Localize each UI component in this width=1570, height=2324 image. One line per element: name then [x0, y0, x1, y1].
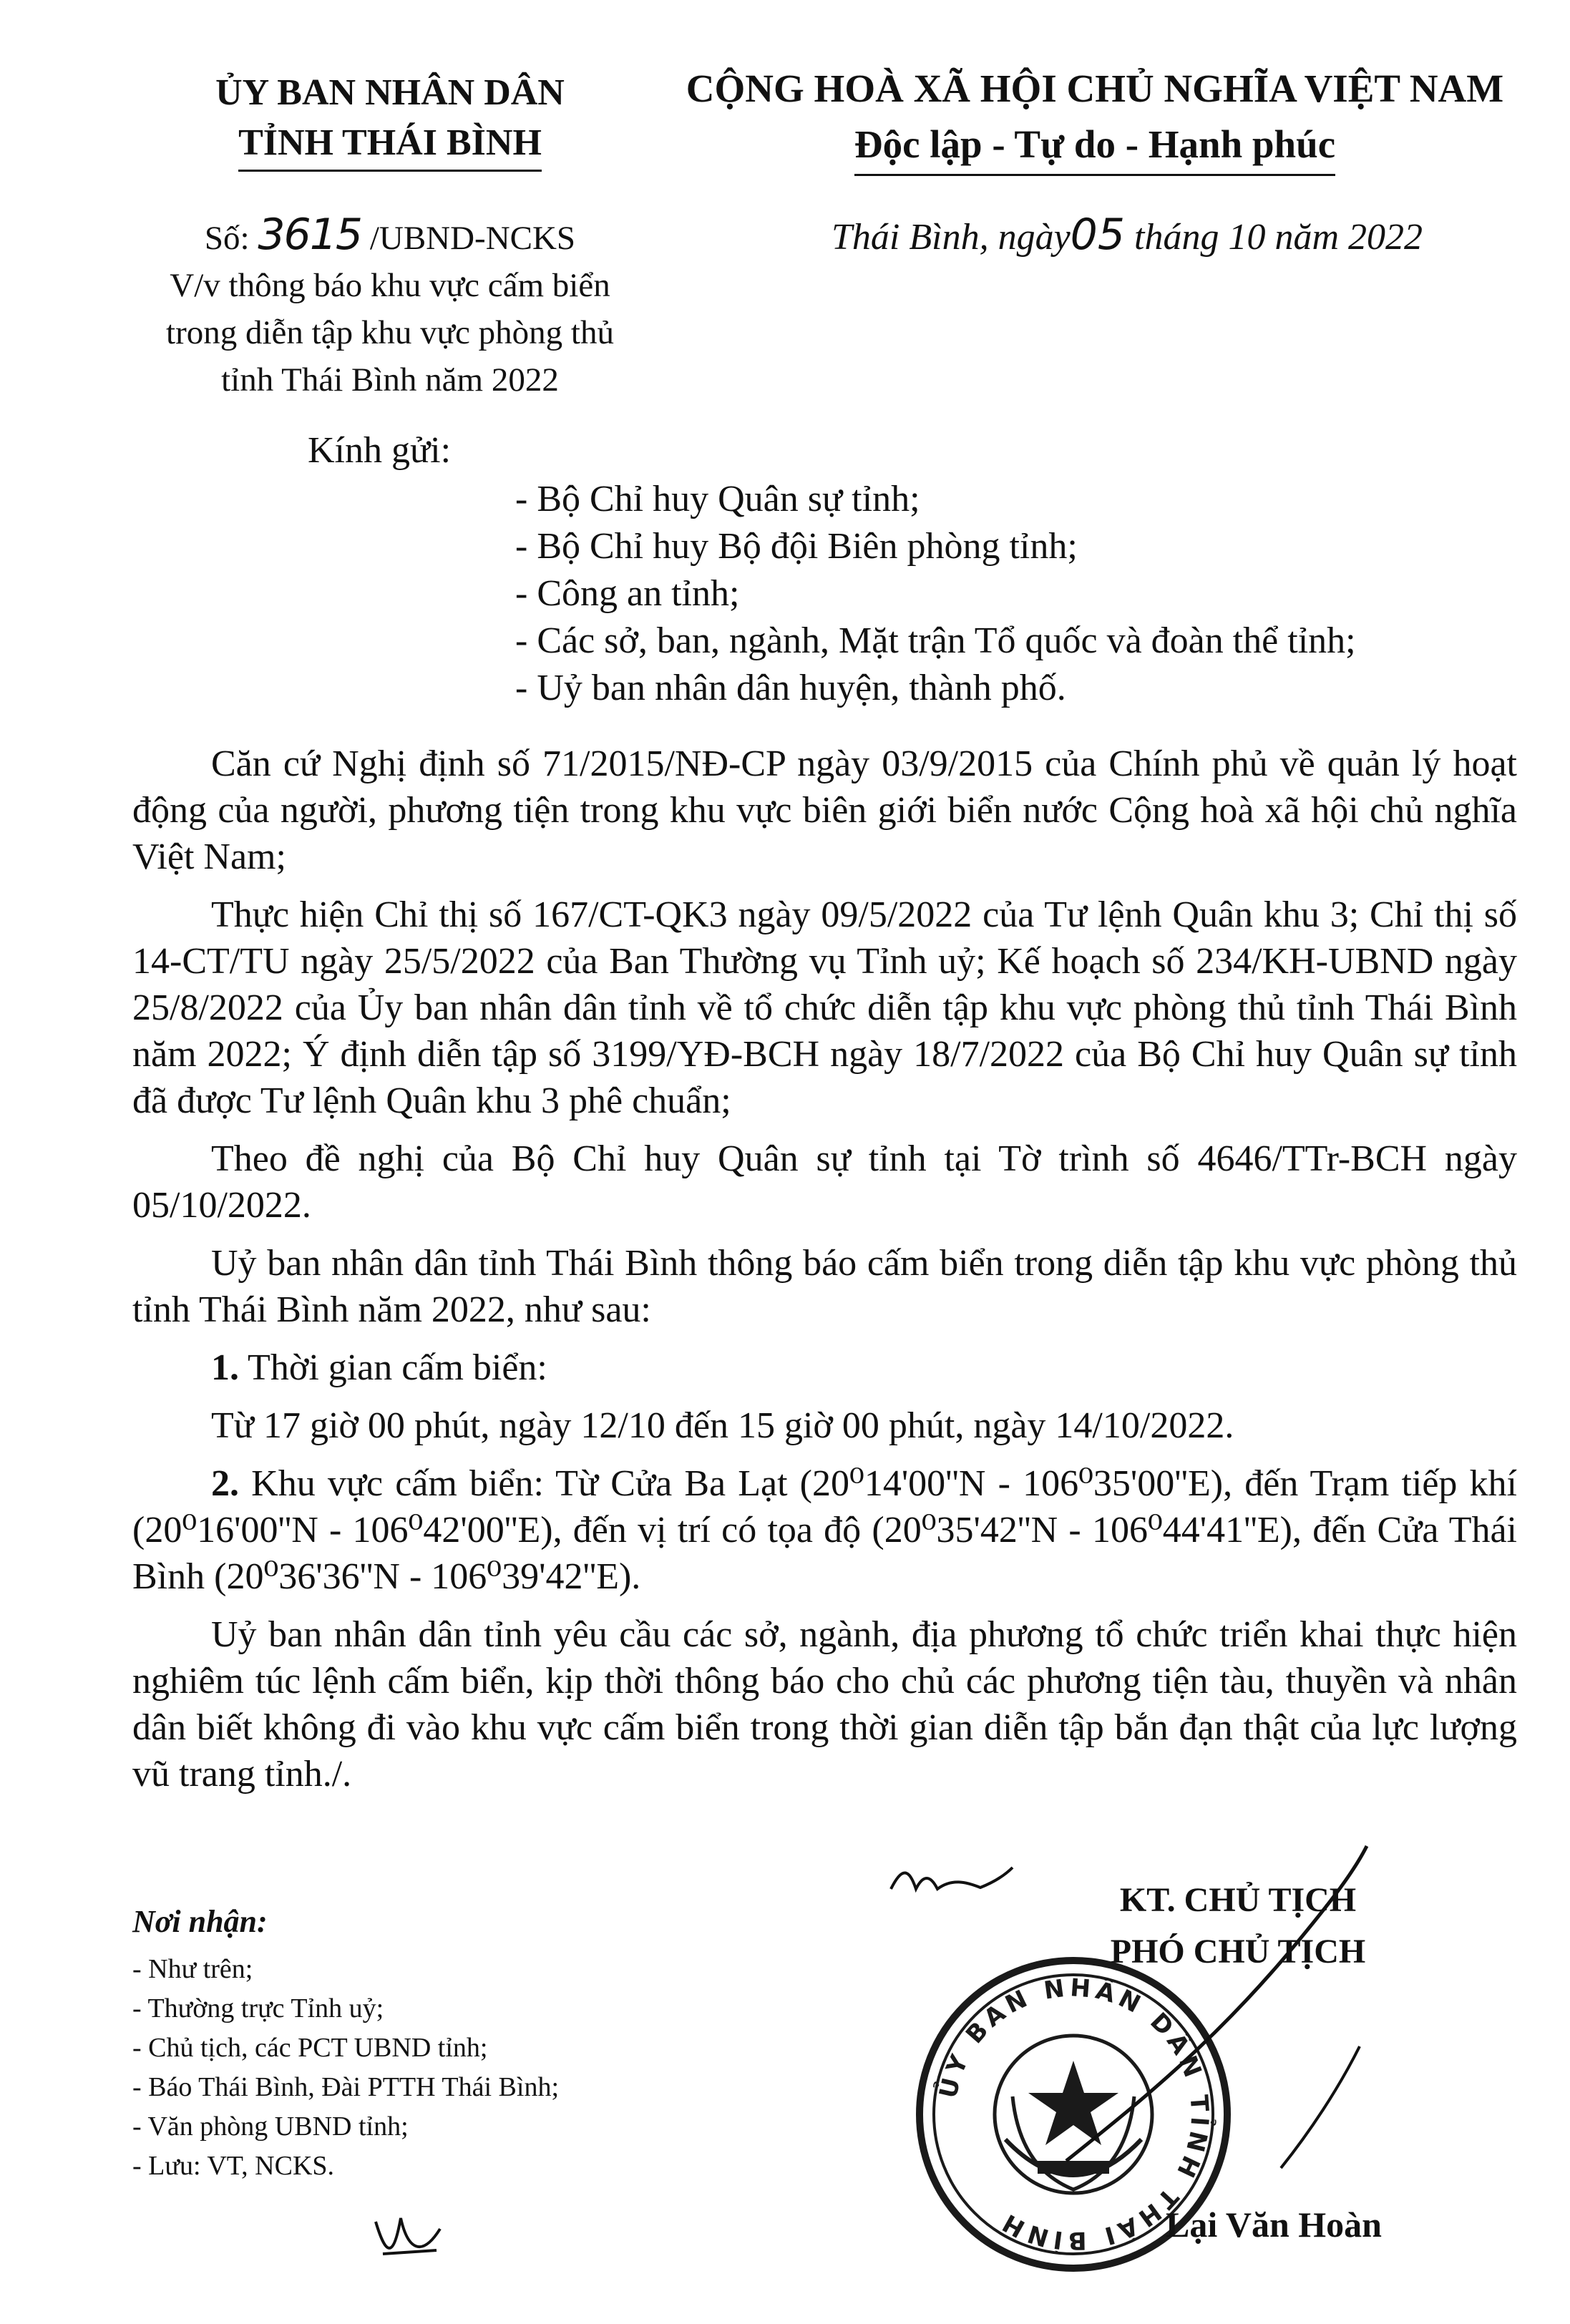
- recipient-item: - Bộ Chỉ huy Bộ đội Biên phòng tỉnh;: [515, 526, 1078, 567]
- svg-text:ỦY BAN NHÂN DÂN TỈNH THÁI BÌNH: ỦY BAN NHÂN DÂN TỈNH THÁI BÌNH: [934, 1973, 1214, 2255]
- document-body: [132, 741, 1517, 1809]
- body-paragraph: Theo đề nghị của Bộ Chỉ huy Quân sự tỉnh tại Tờ trình số 4646/TTr-BCH ngày 05/10/2022.: [132, 1138, 1517, 1226]
- subject-line-2: trong diễn tập khu vực phòng thủ: [166, 314, 614, 351]
- distribution-item: - Như trên;: [132, 1954, 253, 1984]
- signer-name: Lại Văn Hoàn: [1166, 2205, 1382, 2245]
- subject-line-3: tỉnh Thái Bình năm 2022: [221, 361, 559, 399]
- agency-line2: TỈNH THÁI BÌNH: [238, 118, 542, 172]
- agency-line1: ỦY BAN NHÂN DÂN: [215, 72, 565, 113]
- signer-title: [1002, 1875, 1474, 1978]
- distribution-item: - Báo Thái Bình, Đài PTTH Thái Bình;: [132, 2072, 559, 2102]
- nation-header: [665, 61, 1524, 176]
- distribution-list: [132, 1950, 559, 2186]
- agency-header: [122, 68, 658, 172]
- initials-mark: [887, 1860, 1016, 1903]
- handwritten-day: 05: [1070, 210, 1126, 260]
- body-paragraph: Từ 17 giờ 00 phút, ngày 12/10 đến 15 giờ 00 phút, ngày 14/10/2022.: [211, 1405, 1234, 1446]
- document-number-block: [122, 211, 658, 404]
- body-paragraph: Uỷ ban nhân dân tỉnh yêu cầu các sở, ngành, địa phương tổ chức triển khai thực hiện nghiêm túc lệnh cấm biển, kịp thời thông báo cho chủ các phương tiện tàu, thuyền và nhân dân biết không đi vào khu vực cấm biển trong thời gian diễn tập bắn đạn thật của lực lượng vũ trang tỉnh./.: [132, 1614, 1517, 1795]
- body-paragraph: Thực hiện Chỉ thị số 167/CT-QK3 ngày 09/5/2022 của Tư lệnh Quân khu 3; Chỉ thị số 14-CT/TU ngày 25/5/2022 của Ban Thường vụ Tỉnh uỷ; Kế hoạch số 234/KH-UBND ngày 25/8/2022 của Ủy ban nhân dân tỉnh về tổ chức diễn tập khu vực phòng thủ tỉnh Thái Bình năm 2022; Ý định diễn tập số 3199/YĐ-BCH ngày 18/7/2022 của Bộ Chỉ huy Quân sự tỉnh đã được Tư lệnh Quân khu 3 phê chuẩn;: [132, 894, 1517, 1121]
- nation-line1: CỘNG HOÀ XÃ HỘI CHỦ NGHĨA VIỆT NAM: [686, 67, 1504, 110]
- distribution-item: - Văn phòng UBND tỉnh;: [132, 2111, 409, 2142]
- initials-mark: [369, 2207, 447, 2268]
- signer-title-line2: PHÓ CHỦ TỊCH: [1110, 1933, 1366, 1971]
- nation-motto: Độc lập - Tự do - Hạnh phúc: [854, 117, 1335, 176]
- signer-title-line1: KT. CHỦ TỊCH: [1119, 1881, 1357, 1919]
- handwritten-number: 3615: [258, 210, 362, 260]
- distribution-item: - Lưu: VT, NCKS.: [132, 2151, 335, 2181]
- recipients-intro: Kính gửi:: [308, 430, 452, 471]
- distribution-item: - Thường trực Tỉnh uỷ;: [132, 1993, 384, 2023]
- body-paragraph: Uỷ ban nhân dân tỉnh Thái Bình thông báo cấm biển trong diễn tập khu vực phòng thủ tỉnh Thái Bình năm 2022, như sau:: [132, 1243, 1517, 1330]
- recipient-item: - Uỷ ban nhân dân huyện, thành phố.: [515, 668, 1066, 708]
- recipient-item: - Bộ Chỉ huy Quân sự tỉnh;: [515, 479, 920, 519]
- distribution-title: Nơi nhận:: [132, 1904, 268, 1939]
- recipient-item: - Công an tỉnh;: [515, 573, 740, 614]
- section-heading-2: 2. Khu vực cấm biển: Từ Cửa Ba Lạt (20⁰14'00''N - 106⁰35'00''E), đến Trạm tiếp khí (20⁰16'00''N - 106⁰42'00''E), đến vị trí có tọa độ (20⁰35'42''N - 106⁰44'41''E), đến Cửa Thái Bình (20⁰36'36''N - 106⁰39'42''E).: [132, 1463, 1517, 1597]
- recipients-list: [515, 476, 1356, 712]
- document-number: Số: 3615 /UBND-NCKS: [204, 210, 576, 260]
- recipient-item: - Các sở, ban, ngành, Mặt trận Tổ quốc và đoàn thể tỉnh;: [515, 620, 1356, 661]
- distribution-item: - Chủ tịch, các PCT UBND tỉnh;: [132, 2033, 488, 2063]
- document-date: Thái Bình, ngày05 tháng 10 năm 2022: [831, 210, 1423, 260]
- section-heading-1: 1. Thời gian cấm biển:: [211, 1347, 547, 1388]
- body-paragraph: Căn cứ Nghị định số 71/2015/NĐ-CP ngày 03/9/2015 của Chính phủ về quản lý hoạt động của người, phương tiện trong khu vực biên giới biển nước Cộng hoà xã hội chủ nghĩa Việt Nam;: [132, 743, 1517, 877]
- subject-line-1: V/v thông báo khu vực cấm biển: [170, 267, 610, 304]
